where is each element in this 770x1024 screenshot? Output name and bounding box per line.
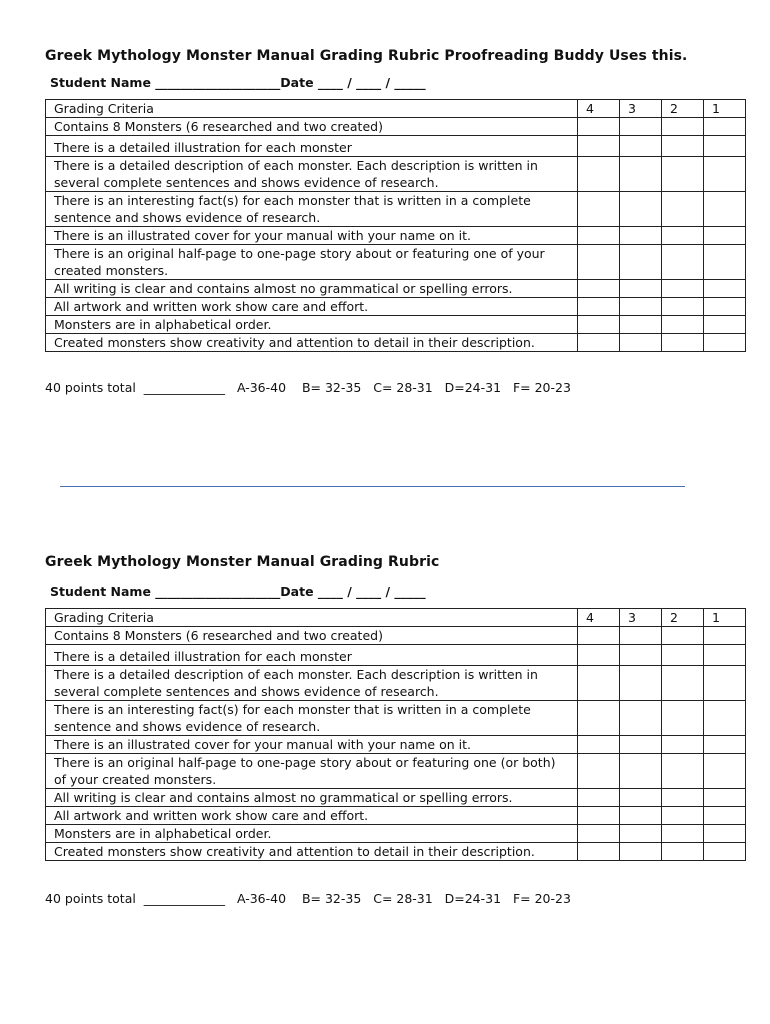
- score-cell-4: [578, 843, 620, 861]
- score-cell-4: [578, 807, 620, 825]
- header-score-4: 4: [578, 100, 620, 118]
- rubric-title: Greek Mythology Monster Manual Grading Rubric: [45, 554, 440, 570]
- score-cell-1: [704, 736, 746, 754]
- student-name-date-line: Student Name ____________________Date ____ / ____ / _____: [50, 75, 426, 90]
- score-cell-1: [704, 227, 746, 245]
- score-cell-3: [620, 627, 662, 645]
- score-cell-3: [620, 245, 662, 280]
- score-cell-4: [578, 666, 620, 701]
- score-cell-2: [662, 334, 704, 352]
- score-cell-4: [578, 316, 620, 334]
- score-cell-3: [620, 280, 662, 298]
- score-cell-3: [620, 736, 662, 754]
- table-row: [46, 666, 746, 701]
- table-row: [46, 157, 746, 192]
- score-cell-2: [662, 736, 704, 754]
- criterion-text: All writing is clear and contains almost no grammatical or spelling errors.: [46, 280, 578, 298]
- score-cell-4: [578, 298, 620, 316]
- score-cell-1: [704, 789, 746, 807]
- score-cell-1: [704, 192, 746, 227]
- header-score-3: 3: [620, 100, 662, 118]
- score-cell-1: [704, 298, 746, 316]
- header-grading-criteria: Grading Criteria: [46, 609, 578, 627]
- score-cell-3: [620, 807, 662, 825]
- score-cell-4: [578, 136, 620, 157]
- score-cell-3: [620, 789, 662, 807]
- criterion-text: Created monsters show creativity and attention to detail in their description.: [46, 334, 578, 352]
- header-score-4: 4: [578, 609, 620, 627]
- table-row: [46, 701, 746, 736]
- score-cell-2: [662, 627, 704, 645]
- header-grading-criteria: Grading Criteria: [46, 100, 578, 118]
- table-row: [46, 754, 746, 789]
- score-cell-3: [620, 666, 662, 701]
- criterion-text: There is a detailed description of each monster. Each description is written in several complete sentences and shows evidence of research.: [46, 157, 578, 192]
- criterion-text: There is an interesting fact(s) for each monster that is written in a complete sentence and shows evidence of research.: [46, 701, 578, 736]
- table-row: [46, 316, 746, 334]
- table-row: [46, 245, 746, 280]
- score-cell-1: [704, 280, 746, 298]
- table-row: [46, 118, 746, 136]
- score-cell-4: [578, 334, 620, 352]
- score-cell-1: [704, 136, 746, 157]
- rubric-1: [45, 46, 725, 396]
- score-cell-4: [578, 157, 620, 192]
- score-cell-1: [704, 754, 746, 789]
- criterion-text: There is a detailed illustration for each monster: [46, 645, 578, 666]
- criterion-text: All artwork and written work show care and effort.: [46, 298, 578, 316]
- rubric-title: Greek Mythology Monster Manual Grading Rubric Proofreading Buddy Uses this.: [45, 48, 688, 64]
- score-cell-1: [704, 334, 746, 352]
- score-cell-3: [620, 645, 662, 666]
- score-cell-3: [620, 118, 662, 136]
- score-cell-2: [662, 136, 704, 157]
- score-cell-2: [662, 192, 704, 227]
- score-cell-1: [704, 807, 746, 825]
- score-cell-4: [578, 227, 620, 245]
- score-cell-2: [662, 754, 704, 789]
- score-cell-4: [578, 627, 620, 645]
- score-cell-2: [662, 825, 704, 843]
- table-header-row: [46, 609, 746, 627]
- score-cell-3: [620, 701, 662, 736]
- table-row: [46, 298, 746, 316]
- score-cell-1: [704, 245, 746, 280]
- criterion-text: All artwork and written work show care and effort.: [46, 807, 578, 825]
- score-cell-1: [704, 627, 746, 645]
- score-cell-2: [662, 843, 704, 861]
- score-cell-1: [704, 825, 746, 843]
- criterion-text: There is a detailed description of each monster. Each description is written in several complete sentences and shows evidence of research.: [46, 666, 578, 701]
- table-row: [46, 843, 746, 861]
- table-row: [46, 736, 746, 754]
- points-total-line: 40 points total _____________ A-36-40 B= 32-35 C= 28-31 D=24-31 F= 20-23: [45, 380, 571, 395]
- criterion-text: There is an original half-page to one-page story about or featuring one of your created monsters.: [46, 245, 578, 280]
- score-cell-2: [662, 645, 704, 666]
- score-cell-2: [662, 118, 704, 136]
- criterion-text: Monsters are in alphabetical order.: [46, 316, 578, 334]
- table-header-row: [46, 100, 746, 118]
- points-total-line: 40 points total _____________ A-36-40 B= 32-35 C= 28-31 D=24-31 F= 20-23: [45, 891, 571, 906]
- table-row: [46, 227, 746, 245]
- score-cell-2: [662, 316, 704, 334]
- score-cell-3: [620, 754, 662, 789]
- score-cell-3: [620, 192, 662, 227]
- header-score-2: 2: [662, 100, 704, 118]
- score-cell-1: [704, 701, 746, 736]
- student-name-date-line: Student Name ____________________Date ____ / ____ / _____: [50, 584, 426, 599]
- score-cell-2: [662, 280, 704, 298]
- table-row: [46, 192, 746, 227]
- score-cell-4: [578, 789, 620, 807]
- score-cell-2: [662, 701, 704, 736]
- table-row: [46, 789, 746, 807]
- header-score-1: 1: [704, 100, 746, 118]
- score-cell-3: [620, 843, 662, 861]
- score-cell-3: [620, 227, 662, 245]
- score-cell-3: [620, 157, 662, 192]
- criterion-text: Contains 8 Monsters (6 researched and two created): [46, 627, 578, 645]
- score-cell-4: [578, 701, 620, 736]
- criterion-text: There is an illustrated cover for your manual with your name on it.: [46, 736, 578, 754]
- score-cell-1: [704, 157, 746, 192]
- score-cell-1: [704, 645, 746, 666]
- rubric-2: [45, 552, 725, 907]
- grading-table: [45, 608, 746, 861]
- header-score-1: 1: [704, 609, 746, 627]
- score-cell-2: [662, 245, 704, 280]
- criterion-text: There is an interesting fact(s) for each monster that is written in a complete sentence and shows evidence of research.: [46, 192, 578, 227]
- score-cell-3: [620, 136, 662, 157]
- score-cell-1: [704, 316, 746, 334]
- table-row: [46, 807, 746, 825]
- header-score-2: 2: [662, 609, 704, 627]
- criterion-text: There is an illustrated cover for your manual with your name on it.: [46, 227, 578, 245]
- score-cell-3: [620, 825, 662, 843]
- criterion-text: There is an original half-page to one-page story about or featuring one (or both) of your created monsters.: [46, 754, 578, 789]
- criterion-text: All writing is clear and contains almost no grammatical or spelling errors.: [46, 789, 578, 807]
- grading-table: [45, 99, 746, 352]
- score-cell-4: [578, 825, 620, 843]
- score-cell-4: [578, 645, 620, 666]
- score-cell-3: [620, 316, 662, 334]
- table-row: [46, 280, 746, 298]
- score-cell-3: [620, 298, 662, 316]
- criterion-text: Monsters are in alphabetical order.: [46, 825, 578, 843]
- table-row: [46, 136, 746, 157]
- score-cell-4: [578, 736, 620, 754]
- table-row: [46, 825, 746, 843]
- table-row: [46, 627, 746, 645]
- score-cell-4: [578, 280, 620, 298]
- score-cell-2: [662, 789, 704, 807]
- score-cell-3: [620, 334, 662, 352]
- score-cell-1: [704, 843, 746, 861]
- score-cell-2: [662, 227, 704, 245]
- criterion-text: Contains 8 Monsters (6 researched and two created): [46, 118, 578, 136]
- score-cell-2: [662, 807, 704, 825]
- cut-divider-line: [60, 486, 685, 487]
- score-cell-4: [578, 118, 620, 136]
- score-cell-4: [578, 245, 620, 280]
- score-cell-1: [704, 118, 746, 136]
- score-cell-2: [662, 157, 704, 192]
- score-cell-1: [704, 666, 746, 701]
- score-cell-2: [662, 298, 704, 316]
- score-cell-4: [578, 192, 620, 227]
- criterion-text: Created monsters show creativity and attention to detail in their description.: [46, 843, 578, 861]
- criterion-text: There is a detailed illustration for each monster: [46, 136, 578, 157]
- header-score-3: 3: [620, 609, 662, 627]
- score-cell-4: [578, 754, 620, 789]
- table-row: [46, 334, 746, 352]
- score-cell-2: [662, 666, 704, 701]
- table-row: [46, 645, 746, 666]
